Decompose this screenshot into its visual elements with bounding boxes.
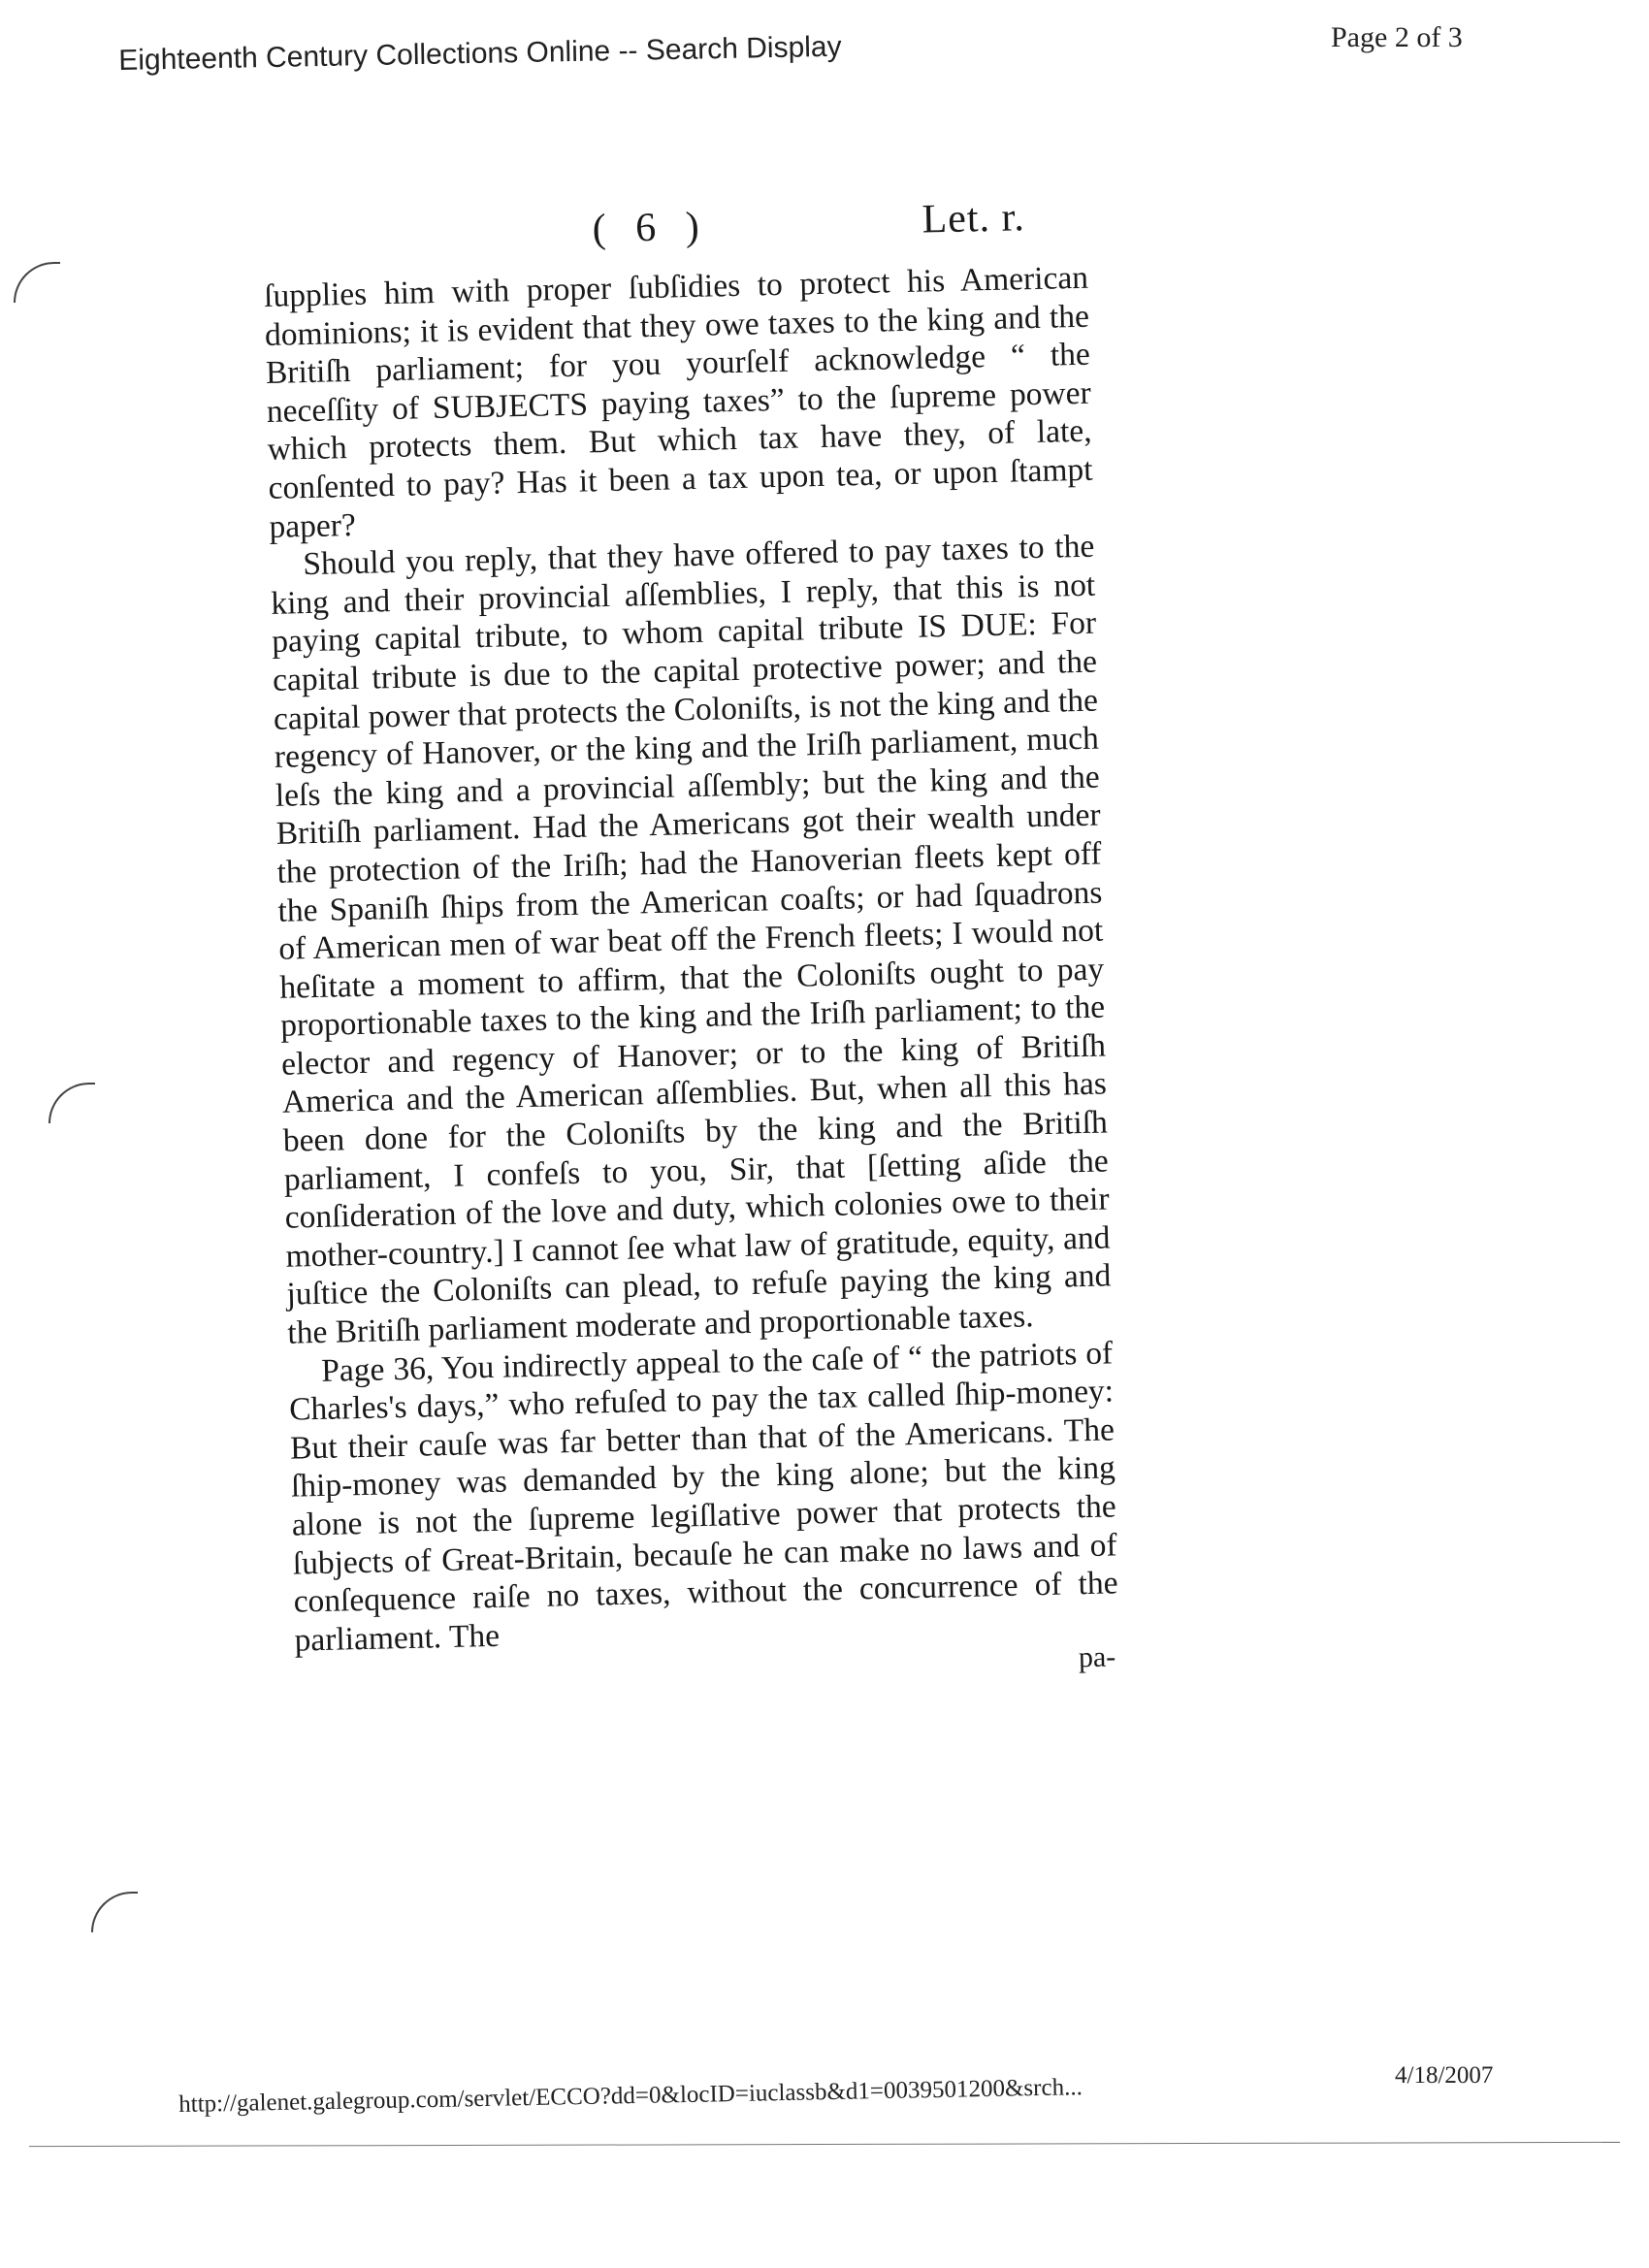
footer-url-link[interactable]: http://galenet.galegroup.com/servlet/ECCO?dd=0&locID=iuclassb&d1=0039501200&srch... [178,2074,1083,2118]
site-title: Eighteenth Century Collections Online -- Search Display [118,30,842,77]
paragraph: Page 36, You indirectly appeal to the caſe of “ the patriots of Charles's days,” who refuſed to pay the tax called ſhip-money: But their cauſe was far better than that of the Americans. The ſhip-money was demanded by the king alone; but the king alone is not the ſupreme legiſlative power that protects the ſubjects of Great-Britain, becauſe he can make no laws and of conſequence raiſe no taxes, without the concurrence of the parliament. The [288,1335,1118,1659]
footer-divider [29,2142,1620,2147]
running-letter-label: Let. r. [922,195,1026,243]
paragraph: ſupplies him with proper ſubſidies to protect his American dominions; it is evident that they owe taxes to the king and the Britiſh parliament; for you yourſelf acknowledge “ the neceſſity of SUBJECTS paying taxes” to the ſupreme power which protects them. But which tax have they, of late, conſented to pay? Has it been a tax upon tea, or upon ſtampt paper? [263,259,1093,545]
margin-mark [14,262,60,303]
footer-date: 4/18/2007 [1395,2062,1494,2089]
page-indicator: Page 2 of 3 [1331,21,1463,53]
margin-mark [48,1083,95,1123]
scanned-book-page [262,185,1127,1998]
paragraph: Should you reply, that they have offered to pay taxes to the king and their provincial aſſemblies, I reply, that this is not paying capital tribute, to whom capital tribute IS DUE: For capital tribute is due to the capital protective power; and the capital power that protects the Coloniſts, is not the king and the regency of Hanover, or the king and the Iriſh parliament, much leſs the king and a provincial aſſembly; but the king and the Britiſh parliament. Had the Americans got their wealth under the protection of the Iriſh; had the Hanoverian fleets kept off the Spaniſh ſhips from the American coaſts; or had ſquadrons of American men of war beat off the French fleets; I would not heſitate a moment to affirm, that the Coloniſts ought to pay proportionable taxes to the king and the Iriſh parliament; to the elector and regency of Hanover; or to the king of Britiſh America and the American aſſemblies. But, when all this has been done for the Coloniſts by the king and the Britiſh parliament, I confeſs to you, Sir, that [ſetting aſide the conſideration of the love and duty, which colonies owe to their mother-country.] I cannot ſee what law of gratitude, equity, and juſtice the Coloniſts can plead, to refuſe paying the king and the Britiſh parliament moderate and proportionable taxes. [270,528,1112,1351]
catchword: pa- [1078,1640,1116,1674]
margin-mark [91,1892,138,1932]
running-head [262,185,1087,272]
page-body-text [264,259,1119,1660]
book-page-number: ( 6 ) [592,204,710,252]
